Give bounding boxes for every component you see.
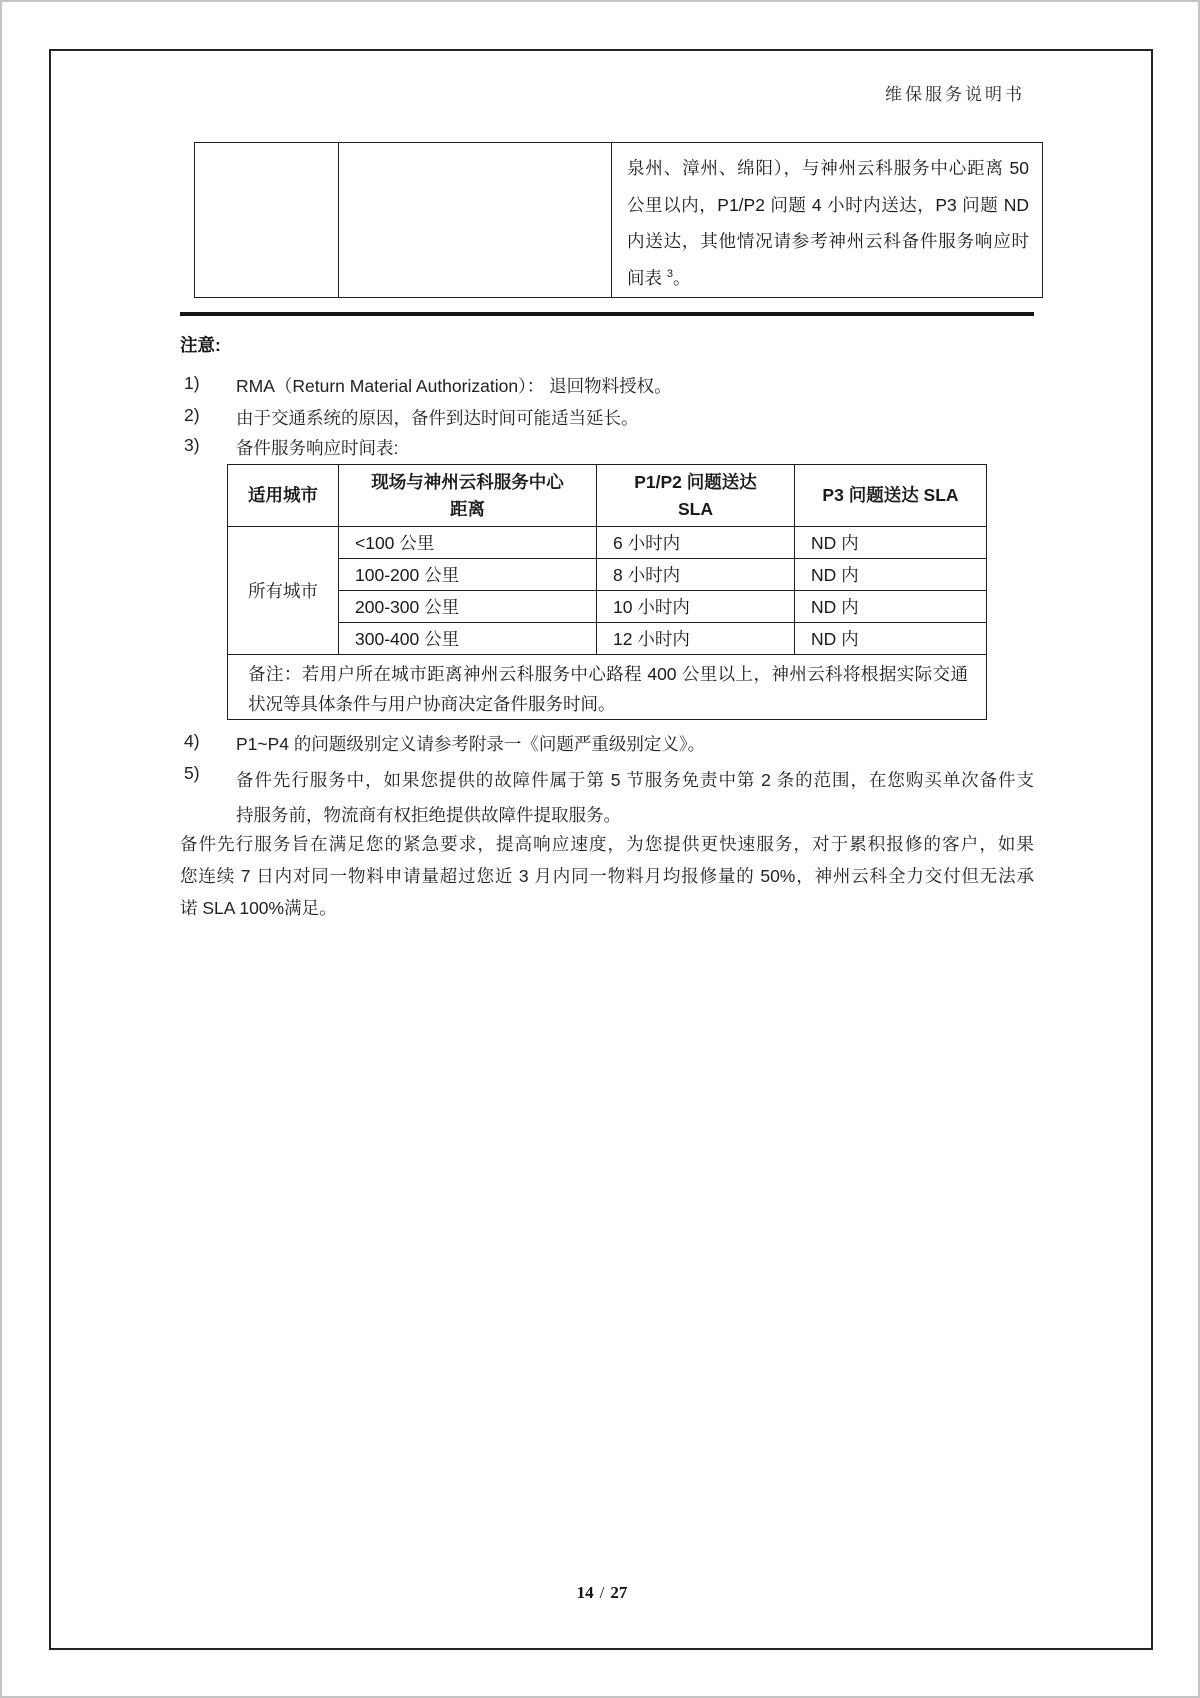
page-number-separator: / — [599, 1583, 605, 1602]
paragraph-line: 诺 SLA 100%满足。 — [180, 898, 337, 918]
note-item-4 — [184, 731, 1044, 756]
sla-p12: 8 小时内 — [597, 559, 795, 591]
remark-line: 备注：若用户所在城市距离神州云科服务中心路程 400 公里以上，神州云科将根据实际交通 — [248, 664, 968, 684]
note-item-text: P1~P4 的问题级别定义请参考附录一《问题严重级别定义》。 — [236, 734, 706, 754]
sla-p3: ND 内 — [795, 591, 987, 623]
table-remark-row — [228, 655, 987, 720]
table-row — [228, 559, 987, 591]
sla-header-distance: 现场与神州云科服务中心 距离 — [339, 465, 597, 527]
remark-line: 状况等具体条件与用户协商决定备件服务时间。 — [248, 694, 616, 714]
note-item-number: 5) — [184, 763, 200, 783]
paragraph-line: 备件先行服务旨在满足您的紧急要求，提高响应速度，为您提供更快速服务，对于累积报修的客户，如果 — [180, 834, 1034, 854]
sla-header-city: 适用城市 — [228, 465, 339, 527]
note-item-number: 2) — [184, 405, 200, 425]
note-item-text: RMA（Return Material Authorization）： 退回物料授权。 — [236, 376, 672, 396]
notes-heading: 注意: — [180, 335, 221, 355]
note-item-text-line: 持服务前，物流商有权拒绝提供故障件提取服务。 — [236, 805, 621, 825]
sla-p3: ND 内 — [795, 623, 987, 655]
paragraph-line: 您连续 7 日内对同一物料申请量超过您近 3 月内同一物料月均报修量的 50%，神州云科全力交付但无法承 — [180, 866, 1034, 886]
note-item-text: 备件服务响应时间表: — [236, 438, 399, 458]
section-divider-rule — [180, 312, 1034, 316]
continuation-line: 泉州、漳州、绵阳），与神州云科服务中心距离 50 — [627, 158, 1029, 178]
note-item-3 — [184, 435, 1044, 460]
note-item-number: 4) — [184, 731, 200, 751]
footnote-marker: 3 — [666, 267, 673, 280]
sla-p3: ND 内 — [795, 559, 987, 591]
page-number-footer — [2, 1583, 1200, 1603]
sla-city-all: 所有城市 — [228, 527, 339, 655]
sla-response-table — [227, 464, 987, 720]
continuation-cell-text — [612, 143, 1043, 298]
note-item-2 — [184, 405, 1044, 430]
sla-p3: ND 内 — [795, 527, 987, 559]
footnote-period: 。 — [673, 267, 691, 288]
sla-p12: 6 小时内 — [597, 527, 795, 559]
continuation-cell-empty-1 — [195, 143, 339, 298]
note-item-text: 由于交通系统的原因，备件到达时间可能适当延长。 — [236, 408, 639, 428]
note-item-1 — [184, 373, 1044, 398]
sla-header-p3: P3 问题送达 SLA — [795, 465, 987, 527]
sla-distance: 100-200 公里 — [339, 559, 597, 591]
closing-paragraph — [180, 828, 1034, 924]
continuation-table — [194, 142, 1043, 298]
sla-p12: 12 小时内 — [597, 623, 795, 655]
continuation-line-footnote — [627, 260, 1029, 297]
sla-remark-cell — [228, 655, 987, 720]
note-item-number: 3) — [184, 435, 200, 455]
continuation-line: 公里以内，P1/P2 问题 4 小时内送达，P3 问题 ND — [627, 194, 1029, 215]
table-row — [228, 623, 987, 655]
page-number-current: 14 — [576, 1583, 594, 1602]
continuation-line: 内送达，其他情况请参考神州云科备件服务响应时 — [627, 231, 1029, 251]
continuation-cell-empty-2 — [339, 143, 612, 298]
table-row — [228, 527, 987, 559]
table-row — [228, 591, 987, 623]
sla-header-p12: P1/P2 问题送达 SLA — [597, 465, 795, 527]
note-item-text-line: 备件先行服务中，如果您提供的故障件属于第 5 节服务免责中第 2 条的范围，在您购买单次备件支 — [236, 770, 1034, 790]
page-number-total: 27 — [610, 1583, 628, 1602]
note-item-number: 1) — [184, 373, 200, 393]
document-header-title: 维保服务说明书 — [885, 85, 1025, 104]
sla-distance: 200-300 公里 — [339, 591, 597, 623]
footnote-text: 间表 — [627, 267, 662, 288]
sla-distance: 300-400 公里 — [339, 623, 597, 655]
sla-distance: <100 公里 — [339, 527, 597, 559]
sla-p12: 10 小时内 — [597, 591, 795, 623]
note-item-5 — [184, 763, 1044, 833]
